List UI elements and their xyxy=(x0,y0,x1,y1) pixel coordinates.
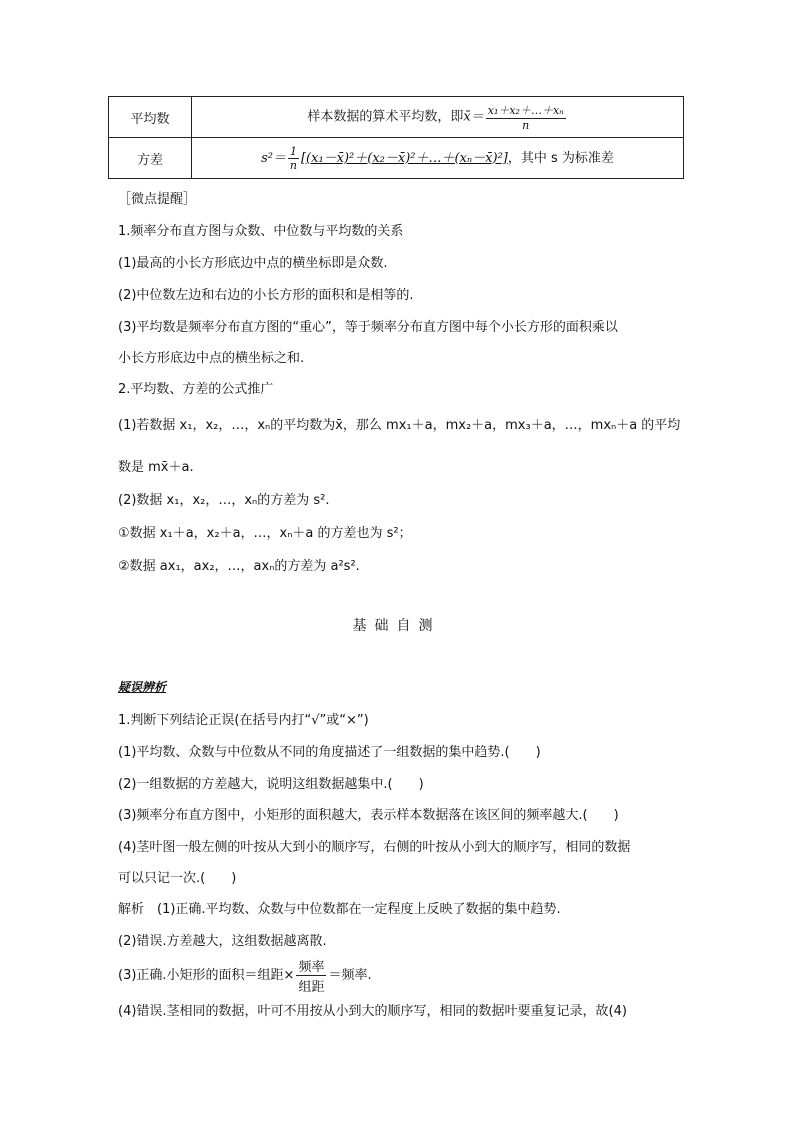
mean-fraction-denominator: n xyxy=(522,119,530,132)
variance-formula-lhs: s²＝ xyxy=(261,150,286,166)
sub-label: 疑误辨析 xyxy=(118,680,167,694)
mean-fraction-numerator: x₁＋x₂＋…＋xₙ xyxy=(487,104,564,117)
question1-item-c: (3)频率分布直方图中，小矩形的面积越大，表示样本数据落在该区间的频率越大.( ) xyxy=(118,808,619,823)
tip2-item-a-line2: 数是 mx̄＋a. xyxy=(118,460,194,475)
variance-definition-tail: ，其中 s 为标准差 xyxy=(507,150,614,166)
mean-formula-lhs: x̄＝ xyxy=(463,109,484,125)
tip2-item-a-line1: (1)若数据 x₁，x₂，…，xₙ的平均数为x̄，那么 mx₁＋a，mx₂＋a，mx₃＋a，…，mxₙ＋a 的平均 xyxy=(118,418,681,433)
answer-c-numerator: 频率 xyxy=(296,956,326,976)
mean-fraction xyxy=(486,102,566,132)
tip1-item-c-line2: 小长方形底边中点的横坐标之和. xyxy=(118,351,305,366)
section-title: 基础自测 xyxy=(352,618,441,634)
answer-c-prefix: (3)正确.小矩形的面积＝组距× xyxy=(118,968,295,983)
question1-item-d-line2: 可以只记一次.( ) xyxy=(118,871,237,886)
tip1-item-b: (2)中位数左边和右边的小长方形的面积和是相等的. xyxy=(118,288,414,303)
question1-item-b: (2)一组数据的方差越大，说明这组数据越集中.( ) xyxy=(118,777,424,792)
answer-c-fraction xyxy=(296,956,326,995)
definition-mean xyxy=(192,97,684,138)
tip2-title: 2.平均数、方差的公式推广 xyxy=(118,382,274,397)
tip1-title: 1.频率分布直方图与众数、中位数与平均数的关系 xyxy=(118,224,404,239)
term-mean: 平均数 xyxy=(109,97,192,138)
variance-fraction-numerator: 1 xyxy=(289,144,297,158)
table-row xyxy=(109,138,684,179)
tip1-item-c-line1: (3)平均数是频率分布直方图的“重心”，等于频率分布直方图中每个小长方形的面积乘以 xyxy=(118,320,618,335)
question1-item-a: (1)平均数、众数与中位数从不同的角度描述了一组数据的集中趋势.( ) xyxy=(118,745,541,760)
answer-item-a: 解析 (1)正确.平均数、众数与中位数都在一定程度上反映了数据的集中趋势. xyxy=(118,902,561,917)
answer-c-suffix: ＝频率. xyxy=(328,968,372,983)
tip-header: ［微点提醒］ xyxy=(118,192,197,207)
variance-formula-body: [(x₁－x̄)²＋(x₂－x̄)²＋…＋(xₙ－x̄)²] xyxy=(300,150,508,166)
question1-item-d-line1: (4)茎叶图一般左侧的叶按从大到小的顺序写，右侧的叶按从小到大的顺序写，相同的数据 xyxy=(118,840,631,855)
term-variance: 方差 xyxy=(109,138,192,179)
question1-title: 1.判断下列结论正误(在括号内打“√”或“×”) xyxy=(118,713,369,728)
answer-item-c xyxy=(118,956,372,995)
answer-item-d: (4)错误.茎相同的数据，叶可不用按从小到大的顺序写，相同的数据叶要重复记录，故(4) xyxy=(118,1004,627,1019)
answer-item-b: (2)错误.方差越大，这组数据越离散. xyxy=(118,934,327,949)
definition-variance xyxy=(192,138,684,179)
variance-fraction-denominator: n xyxy=(289,158,298,172)
tip2-item-b: (2)数据 x₁，x₂，…，xₙ的方差为 s². xyxy=(118,493,330,508)
definition-table xyxy=(108,96,684,179)
table-row xyxy=(109,97,684,138)
tip2-item-b2: ②数据 ax₁，ax₂，…，axₙ的方差为 a²s². xyxy=(118,559,360,574)
mean-definition-text: 样本数据的算术平均数，即 xyxy=(307,109,464,125)
tip1-item-a: (1)最高的小长方形底边中点的横坐标即是众数. xyxy=(118,256,388,271)
tip2-item-b1: ①数据 x₁＋a，x₂＋a，…，xₙ＋a 的方差也为 s²； xyxy=(118,526,412,541)
variance-fraction xyxy=(288,145,299,172)
answer-c-denominator: 组距 xyxy=(298,980,325,995)
